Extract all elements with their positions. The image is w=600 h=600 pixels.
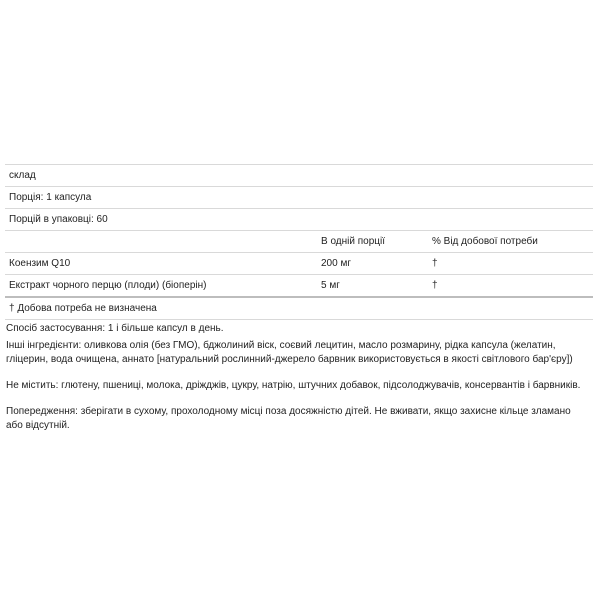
product-info-text <box>6 322 586 445</box>
ingredient-amount: 5 мг <box>321 280 340 291</box>
serving-size-row <box>5 187 593 209</box>
column-header-row <box>5 231 593 253</box>
facts-heading: склад <box>9 170 36 181</box>
ingredient-name: Коензим Q10 <box>9 258 71 269</box>
table-row <box>5 253 593 275</box>
other-ingredients-text: Інші інгредієнти: оливкова олія (без ГМО), бджолиний віск, соєвий лецитин, масло розмарину, рідка капсула (желатин, гліцерин, вода очищена, аннато [натуральний рослинний-джерело барвник використовується в якості світлового бар'єру]) <box>6 340 573 365</box>
daily-value-footnote: † Добова потреба не визначена <box>9 303 157 314</box>
supplement-facts-table <box>5 164 593 320</box>
free-from-text: Не містить: глютену, пшениці, молока, дріжджів, цукру, натрію, штучних добавок, підсолоджувачів, консервантів і барвників. <box>6 380 581 391</box>
ingredient-name: Екстракт чорного перцю (плоди) (біоперін) <box>9 280 207 291</box>
facts-heading-row <box>5 165 593 187</box>
ingredient-daily-value: † <box>432 258 438 269</box>
ingredient-amount: 200 мг <box>321 258 351 269</box>
column-header-daily-value: % Від добової потреби <box>432 236 538 247</box>
usage-text: Спосіб застосування: 1 і більше капсул в день. <box>6 323 224 334</box>
footnote-row <box>5 298 593 320</box>
warning-text: Попередження: зберігати в сухому, прохолодному місці поза досяжністю дітей. Не вживати, якщо захисне кільце зламано або відсутній. <box>6 406 571 431</box>
serving-size: Порція: 1 капсула <box>9 192 92 203</box>
ingredient-daily-value: † <box>432 280 438 291</box>
servings-per-container-row <box>5 209 593 231</box>
column-header-amount: В одній порції <box>321 236 385 247</box>
table-row <box>5 275 593 298</box>
servings-per-container: Порцій в упаковці: 60 <box>9 214 108 225</box>
